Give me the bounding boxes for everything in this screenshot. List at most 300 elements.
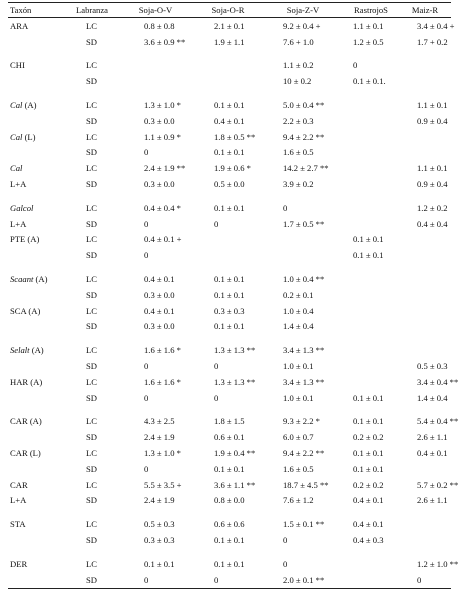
cell-soja-o-r: 0.8 ± 0.0: [214, 495, 245, 506]
cell-soja-o-r: 1.3 ± 1.3 **: [214, 376, 256, 387]
cell-labranza: SD: [86, 36, 97, 47]
table-row: [8, 232, 451, 248]
cell-soja-o-r: 0: [214, 361, 219, 372]
cell-labranza: SD: [86, 147, 97, 158]
cell-soja-o-r: 1.8 ± 1.5: [214, 416, 245, 427]
cell-taxon: [8, 58, 66, 74]
cell-labranza: SD: [86, 361, 97, 372]
cell-labranza: SD: [86, 392, 97, 403]
cell-taxon: [8, 160, 66, 176]
cell-soja-o-r: 3.6 ± 1.1 **: [214, 479, 256, 490]
cell-labranza: LC: [86, 479, 97, 490]
cell-labranza: SD: [86, 321, 97, 332]
taxon-name: DER: [10, 558, 28, 569]
cell-maiz-r: [399, 319, 451, 335]
cell-taxon: [8, 247, 66, 263]
cell-maiz-r: 0.5 ± 0.3: [417, 361, 448, 372]
cell-soja-o-v: 0.3 ± 0.0: [144, 179, 175, 190]
cell-soja-z-v: 1.5 ± 0.1 **: [283, 519, 325, 530]
cell-labranza: SD: [86, 289, 97, 300]
cell-taxon: [8, 145, 66, 161]
cell-taxon: [8, 445, 66, 461]
cell-soja-z-v: 1.1 ± 0.2: [283, 60, 314, 71]
cell-soja-z-v: 9.4 ± 2.2 **: [283, 131, 325, 142]
cell-soja-o-v: 0.8 ± 0.8: [144, 20, 175, 31]
cell-taxon: [8, 18, 66, 34]
cell-soja-o-r: 0.3 ± 0.3: [214, 305, 245, 316]
cell-taxon: [8, 287, 66, 303]
cell-rastrojos: 0.1 ± 0.1: [353, 416, 384, 427]
cell-taxon: [8, 374, 66, 390]
header-row: [8, 3, 451, 18]
taxon-name: Cal: [10, 163, 23, 174]
cell-soja-o-v: 0: [144, 147, 149, 158]
cell-soja-o-v: 0: [144, 250, 149, 261]
table-row: [8, 303, 451, 319]
cell-taxon: [8, 232, 66, 248]
cell-soja-z-v: 18.7 ± 4.5 **: [283, 479, 329, 490]
group-spacer: [8, 406, 451, 414]
cell-soja-o-v: 0: [144, 392, 149, 403]
cell-rastrojos: [343, 145, 399, 161]
cell-labranza: SD: [86, 535, 97, 545]
table-row: [8, 532, 451, 548]
cell-labranza: SD: [86, 76, 97, 87]
cell-rastrojos: 0.1 ± 0.1.: [353, 76, 386, 87]
cell-labranza: LC: [86, 100, 97, 111]
cell-soja-o-v: 0.3 ± 0.0: [144, 289, 175, 300]
cell-rastrojos: [343, 113, 399, 129]
cell-soja-z-v: [263, 247, 343, 263]
cell-soja-o-v: 0: [144, 463, 149, 474]
cell-labranza: LC: [86, 131, 97, 142]
cell-maiz-r: [399, 516, 451, 532]
cell-soja-o-v: 1.3 ± 1.0 *: [144, 100, 181, 111]
taxon-stage: (A): [33, 274, 48, 285]
cell-soja-z-v: 1.0 ± 0.4 **: [283, 274, 325, 285]
cell-rastrojos: [343, 160, 399, 176]
table-row: [8, 414, 451, 430]
cell-soja-o-v: 0.3 ± 0.0: [144, 115, 175, 126]
header-maiz-r: Maiz-R: [399, 3, 451, 18]
cell-maiz-r: 0: [399, 572, 451, 588]
cell-rastrojos: 0.4 ± 0.3: [353, 535, 384, 545]
cell-labranza: LC: [86, 202, 97, 213]
cell-rastrojos: 0.4 ± 0.1: [353, 519, 384, 530]
group-spacer: [8, 192, 451, 200]
cell-soja-o-r: 0.1 ± 0.1: [214, 463, 245, 474]
taxon-name: Galcol: [10, 202, 34, 213]
cell-soja-o-v: 0.3 ± 0.0: [144, 321, 175, 332]
cell-soja-o-v: 0.4 ± 0.1: [144, 274, 175, 285]
spacer-cell: [8, 548, 451, 556]
cell-soja-z-v: 1.7 ± 0.5 **: [283, 218, 325, 229]
cell-maiz-r: 5.7 ± 0.2 **: [417, 479, 458, 490]
cell-maiz-r: [399, 342, 451, 358]
cell-soja-z-v: 3.9 ± 0.2: [283, 179, 314, 190]
taxon-name: ARA: [10, 20, 29, 31]
taxon-name: L+A: [10, 218, 27, 229]
table-header: [8, 3, 451, 18]
table-row: [8, 145, 451, 161]
taxon-name: Scaant: [10, 274, 34, 285]
cell-rastrojos: 0.1 ± 0.1: [353, 448, 384, 459]
cell-rastrojos: [343, 358, 399, 374]
spacer-cell: [8, 406, 451, 414]
cell-soja-z-v: 0: [283, 535, 288, 545]
taxon-stage: (A): [22, 100, 37, 111]
cell-taxon: [8, 176, 66, 192]
taxon-name: CAR (A): [10, 416, 42, 427]
cell-rastrojos: 0.1 ± 0.1: [353, 392, 384, 403]
cell-maiz-r: 1.2 ± 0.2: [417, 202, 448, 213]
cell-soja-o-r: 0.1 ± 0.1: [214, 558, 245, 569]
cell-soja-o-r: 0.5 ± 0.0: [214, 179, 245, 190]
header-labranza: Labranza: [66, 3, 118, 18]
cell-maiz-r: 1.2 ± 1.0 **: [417, 558, 458, 569]
spacer-cell: [8, 508, 451, 516]
cell-soja-z-v: 3.4 ± 1.3 **: [283, 345, 325, 356]
cell-rastrojos: 0.4 ± 0.1: [353, 495, 384, 506]
cell-labranza: SD: [86, 432, 97, 443]
cell-soja-o-r: 0.1 ± 0.1: [214, 289, 245, 300]
cell-soja-z-v: 1.6 ± 0.5: [283, 147, 314, 158]
taxon-name: CAR (L): [10, 448, 41, 459]
cell-taxon: [8, 572, 66, 588]
cell-rastrojos: [343, 572, 399, 588]
cell-maiz-r: [399, 532, 451, 548]
cell-taxon: [8, 358, 66, 374]
cell-rastrojos: 0.1 ± 0.1: [353, 250, 384, 261]
cell-soja-o-v: 1.6 ± 1.6 *: [144, 345, 181, 356]
cell-soja-o-r: 0.6 ± 0.6: [214, 519, 245, 530]
cell-soja-o-r: 1.9 ± 0.4 **: [214, 448, 256, 459]
group-spacer: [8, 263, 451, 271]
cell-labranza: LC: [86, 60, 97, 71]
cell-taxon: [8, 493, 66, 509]
cell-labranza: LC: [86, 558, 97, 569]
table-row: [8, 58, 451, 74]
cell-soja-z-v: 14.2 ± 2.7 **: [283, 163, 329, 174]
taxon-name: Cal: [10, 131, 23, 142]
cell-taxon: [8, 34, 66, 50]
table-row: [8, 34, 451, 50]
cell-rastrojos: [343, 287, 399, 303]
cell-soja-o-v: 0.4 ± 0.4 *: [144, 202, 181, 213]
cell-soja-o-v: 0.1 ± 0.1: [144, 558, 175, 569]
table-row: [8, 374, 451, 390]
cell-rastrojos: [343, 374, 399, 390]
cell-soja-o-v: 5.5 ± 3.5 +: [144, 479, 182, 490]
cell-soja-z-v: 5.0 ± 0.4 **: [283, 100, 325, 111]
cell-labranza: LC: [86, 234, 97, 245]
cell-labranza: LC: [86, 274, 97, 285]
cell-soja-o-r: 0.4 ± 0.1: [214, 115, 245, 126]
header-rastrojos: RastrojoS: [343, 3, 399, 18]
cell-soja-z-v: 9.3 ± 2.2 *: [283, 416, 320, 427]
cell-soja-z-v: 0: [283, 202, 288, 213]
table-row: [8, 445, 451, 461]
spacer-cell: [8, 263, 451, 271]
spacer-cell: [8, 334, 451, 342]
cell-labranza: LC: [86, 376, 97, 387]
header-taxon: Taxón: [8, 3, 66, 18]
cell-labranza: SD: [86, 250, 97, 261]
taxon-name: CHI: [10, 60, 25, 71]
cell-taxon: [8, 414, 66, 430]
header-soja-o-r: Soja-O-R: [193, 3, 263, 18]
cell-rastrojos: 0.2 ± 0.2: [353, 432, 384, 443]
table-row: [8, 176, 451, 192]
table-row: [8, 247, 451, 263]
cell-soja-o-v: 0.5 ± 0.3: [144, 519, 175, 530]
cell-maiz-r: 3.4 ± 0.4 +: [417, 20, 455, 31]
cell-soja-o-r: 1.9 ± 1.1: [214, 36, 245, 47]
cell-taxon: [8, 200, 66, 216]
cell-taxon: [8, 532, 66, 548]
cell-labranza: LC: [86, 305, 97, 316]
table-row: [8, 113, 451, 129]
cell-soja-o-r: 0.1 ± 0.1: [214, 321, 245, 332]
cell-soja-z-v: 3.4 ± 1.3 **: [283, 376, 325, 387]
cell-taxon: [8, 461, 66, 477]
taxon-name: CAR: [10, 479, 28, 490]
cell-maiz-r: [399, 271, 451, 287]
cell-soja-o-v: 1.3 ± 1.0 *: [144, 448, 181, 459]
cell-soja-z-v: 9.4 ± 2.2 **: [283, 448, 325, 459]
cell-soja-z-v: 1.6 ± 0.5: [283, 463, 314, 474]
cell-maiz-r: 0.4 ± 0.1: [417, 448, 448, 459]
cell-soja-o-r: 0: [193, 572, 263, 588]
group-spacer: [8, 334, 451, 342]
cell-taxon: [8, 390, 66, 406]
cell-taxon: [8, 342, 66, 358]
cell-soja-z-v: 0: [283, 558, 288, 569]
cell-maiz-r: 2.6 ± 1.1: [417, 432, 448, 443]
cell-taxon: [8, 516, 66, 532]
table-row: [8, 572, 451, 588]
cell-soja-o-v: 0: [144, 361, 149, 372]
cell-soja-o-r: 0: [214, 218, 219, 229]
cell-rastrojos: 0.2 ± 0.2: [353, 479, 384, 490]
cell-labranza: SD: [86, 115, 97, 126]
cell-soja-o-v: 0.4 ± 0.1: [144, 305, 175, 316]
table-row: [8, 461, 451, 477]
cell-soja-o-v: 1.1 ± 0.9 *: [144, 131, 181, 142]
header-soja-o-v: Soja-O-V: [118, 3, 193, 18]
cell-rastrojos: 1.1 ± 0.1: [353, 20, 384, 31]
cell-soja-o-v: 0.4 ± 0.1 +: [144, 234, 182, 245]
cell-taxon: [8, 271, 66, 287]
cell-soja-o-r: 0.1 ± 0.1: [214, 202, 245, 213]
cell-labranza: SD: [86, 463, 97, 474]
cell-labranza: LC: [86, 416, 97, 427]
table-row: [8, 73, 451, 89]
cell-soja-z-v: 1.0 ± 0.4: [283, 305, 314, 316]
cell-maiz-r: [399, 129, 451, 145]
data-table: [8, 2, 458, 589]
taxon-stage: (L): [22, 131, 36, 142]
header-soja-z-v: Soja-Z-V: [263, 3, 343, 18]
cell-maiz-r: [399, 232, 451, 248]
cell-rastrojos: [343, 556, 399, 572]
cell-taxon: [8, 319, 66, 335]
cell-labranza: SD: [86, 179, 97, 190]
cell-maiz-r: [399, 145, 451, 161]
cell-soja-o-r: [193, 232, 263, 248]
taxon-name: L+A: [10, 495, 27, 506]
cell-soja-o-r: 1.9 ± 0.6 *: [214, 163, 251, 174]
spacer-cell: [8, 89, 451, 97]
cell-maiz-r: 1.1 ± 0.1: [417, 100, 448, 111]
cell-labranza: LC: [86, 20, 97, 31]
cell-maiz-r: 5.4 ± 0.4 **: [417, 416, 458, 427]
cell-labranza: SD: [66, 572, 118, 588]
cell-maiz-r: 1.4 ± 0.4: [417, 392, 448, 403]
cell-soja-o-v: 3.6 ± 0.9 **: [144, 36, 186, 47]
cell-rastrojos: [343, 271, 399, 287]
cell-maiz-r: 0.4 ± 0.4: [417, 218, 448, 229]
table-row: [8, 390, 451, 406]
cell-soja-o-r: 0.1 ± 0.1: [214, 274, 245, 285]
taxon-name: Selalt: [10, 345, 30, 356]
cell-soja-o-r: 0.6 ± 0.1: [214, 432, 245, 443]
table-row: [8, 18, 451, 34]
table-row: [8, 358, 451, 374]
table-row: [8, 216, 451, 232]
cell-rastrojos: [343, 216, 399, 232]
cell-labranza: LC: [86, 519, 97, 530]
cell-soja-o-r: [193, 73, 263, 89]
table-row: [8, 516, 451, 532]
cell-maiz-r: [399, 287, 451, 303]
cell-soja-o-r: 0.1 ± 0.1: [214, 535, 245, 545]
cell-soja-o-v: 2.4 ± 1.9: [144, 495, 175, 506]
cell-soja-o-v: 0: [144, 218, 149, 229]
cell-soja-z-v: 10 ± 0.2: [283, 76, 312, 87]
table-row: [8, 200, 451, 216]
taxon-name: L+A: [10, 179, 27, 190]
cell-maiz-r: [399, 461, 451, 477]
table-body: [8, 18, 458, 589]
table-row: [8, 493, 451, 509]
cell-taxon: [8, 73, 66, 89]
cell-taxon: [8, 429, 66, 445]
taxon-name: SCA (A): [10, 305, 41, 316]
cell-maiz-r: [399, 303, 451, 319]
cell-taxon: [8, 113, 66, 129]
cell-maiz-r: 0.9 ± 0.4: [417, 179, 448, 190]
cell-soja-o-v: 4.3 ± 2.5: [144, 416, 175, 427]
cell-rastrojos: [343, 129, 399, 145]
table-row: [8, 342, 451, 358]
group-spacer: [8, 89, 451, 97]
cell-soja-o-r: 1.3 ± 1.3 **: [214, 345, 256, 356]
cell-maiz-r: [399, 58, 451, 74]
group-spacer: [8, 508, 451, 516]
cell-soja-z-v: 1.0 ± 0.1: [283, 361, 314, 372]
cell-rastrojos: [343, 97, 399, 113]
cell-soja-o-r: 0.1 ± 0.1: [214, 147, 245, 158]
cell-taxon: [8, 97, 66, 113]
table-row: [8, 97, 451, 113]
taxon-name: HAR (A): [10, 376, 43, 387]
taxon-name: Cal: [10, 100, 23, 111]
cell-soja-o-v: 1.6 ± 1.6 *: [144, 376, 181, 387]
cell-rastrojos: 1.2 ± 0.5: [353, 36, 384, 47]
cell-rastrojos: [343, 176, 399, 192]
cell-soja-z-v: [263, 232, 343, 248]
cell-soja-o-r: 0: [214, 392, 219, 403]
cell-maiz-r: 2.6 ± 1.1: [417, 495, 448, 506]
table-row: [8, 556, 451, 572]
cell-soja-o-r: 0.1 ± 0.1: [214, 100, 245, 111]
cell-maiz-r: 1.1 ± 0.1: [417, 163, 448, 174]
cell-maiz-r: [399, 73, 451, 89]
cell-maiz-r: 0.9 ± 0.4: [417, 115, 448, 126]
cell-soja-o-v: 0.3 ± 0.3: [144, 535, 175, 545]
spacer-cell: [8, 50, 451, 58]
cell-soja-z-v: 7.6 ± 1.2: [283, 495, 314, 506]
cell-maiz-r: [399, 247, 451, 263]
cell-labranza: LC: [86, 448, 97, 459]
cell-maiz-r: 3.4 ± 0.4 **: [417, 376, 458, 387]
cell-labranza: SD: [86, 495, 97, 506]
cell-rastrojos: [343, 303, 399, 319]
cell-rastrojos: [343, 200, 399, 216]
cell-soja-z-v: 1.4 ± 0.4: [283, 321, 314, 332]
table-row: [8, 129, 451, 145]
cell-soja-z-v: 6.0 ± 0.7: [283, 432, 314, 443]
cell-rastrojos: 0.1 ± 0.1: [353, 463, 384, 474]
spacer-cell: [8, 192, 451, 200]
cell-labranza: SD: [86, 218, 97, 229]
cell-soja-z-v: 2.0 ± 0.1 **: [263, 572, 343, 588]
cell-labranza: LC: [86, 163, 97, 174]
cell-taxon: [8, 216, 66, 232]
cell-soja-o-v: [118, 73, 193, 89]
table-row: [8, 319, 451, 335]
table-row: [8, 429, 451, 445]
cell-soja-o-v: 0: [118, 572, 193, 588]
cell-soja-z-v: 7.6 + 1.0: [283, 36, 314, 47]
cell-taxon: [8, 556, 66, 572]
taxon-stage: (A): [29, 345, 44, 356]
cell-soja-o-v: [118, 58, 193, 74]
cell-soja-z-v: 1.0 ± 0.1: [283, 392, 314, 403]
cell-rastrojos: [343, 319, 399, 335]
table-row: [8, 271, 451, 287]
cell-soja-o-r: [193, 247, 263, 263]
cell-taxon: [8, 477, 66, 493]
cell-soja-o-v: 2.4 ± 1.9 **: [144, 163, 186, 174]
cell-rastrojos: 0.1 ± 0.1: [353, 234, 384, 245]
cell-soja-o-r: [193, 58, 263, 74]
taxon-name: PTE (A): [10, 234, 40, 245]
table-row: [8, 287, 451, 303]
cell-soja-z-v: 2.2 ± 0.3: [283, 115, 314, 126]
cell-soja-o-r: 1.8 ± 0.5 **: [214, 131, 256, 142]
cell-soja-z-v: 9.2 ± 0.4 +: [283, 20, 321, 31]
cell-soja-o-v: 2.4 ± 1.9: [144, 432, 175, 443]
table-row: [8, 160, 451, 176]
taxon-name: STA: [10, 519, 26, 530]
table-row: [8, 477, 451, 493]
cell-soja-z-v: 0.2 ± 0.1: [283, 289, 314, 300]
group-spacer: [8, 50, 451, 58]
cell-taxon: [8, 303, 66, 319]
cell-labranza: LC: [86, 345, 97, 356]
